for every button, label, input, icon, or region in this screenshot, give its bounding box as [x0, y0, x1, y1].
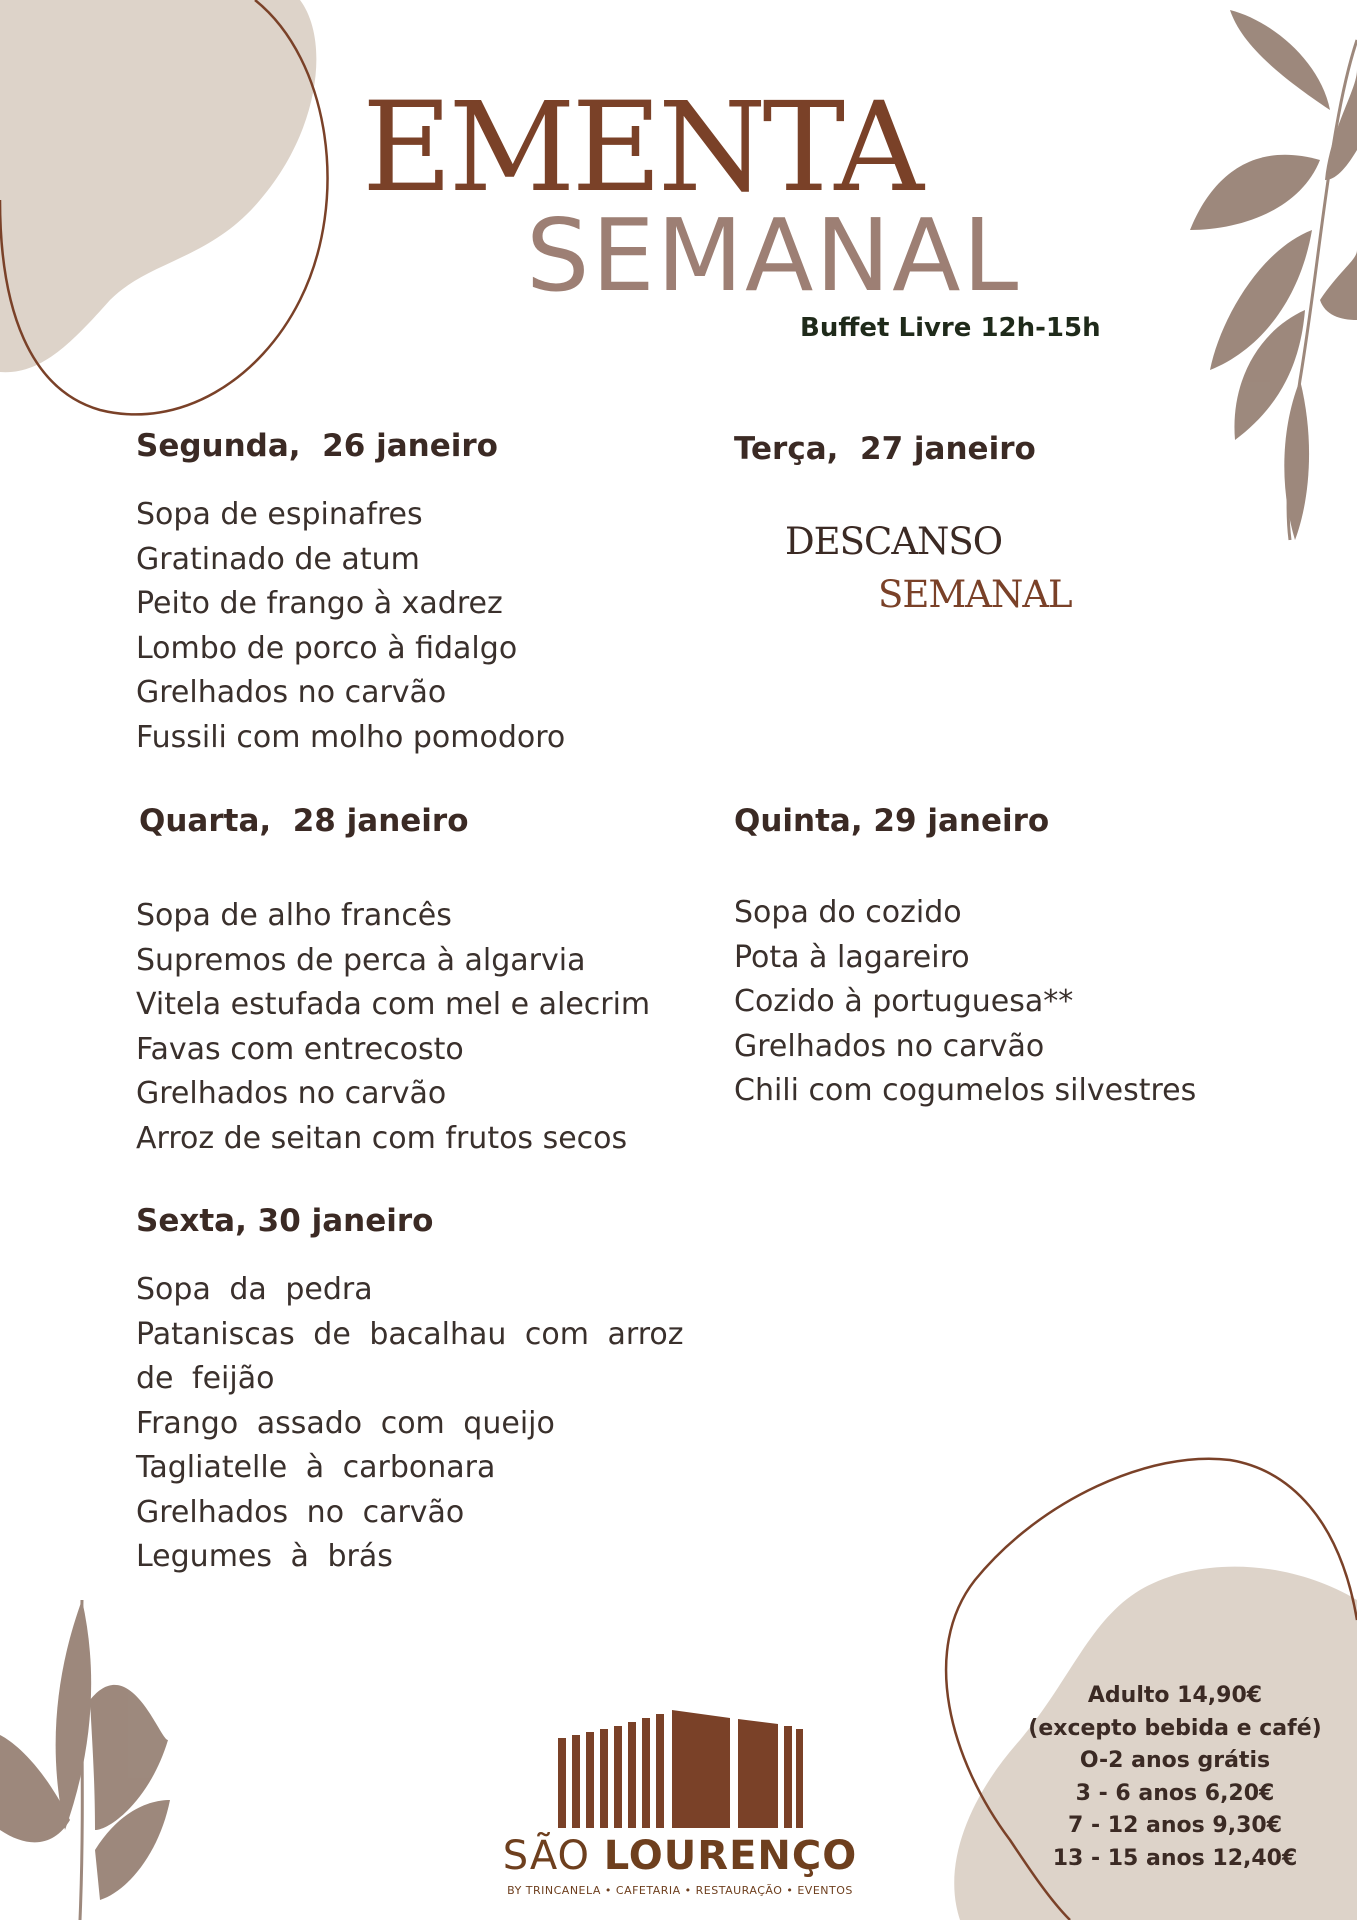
menu-list-monday — [136, 493, 565, 760]
menu-item: Lombo de porco à fidalgo — [136, 630, 518, 666]
top-left-blob — [0, 0, 316, 372]
price-item: 7 - 12 anos 9,30€ — [1068, 1813, 1282, 1838]
page-title-semanal: SEMANAL — [526, 197, 1021, 314]
menu-item: Frango assado com queijo — [136, 1405, 555, 1441]
menu-item: Chili com cogumelos silvestres — [734, 1073, 1197, 1108]
menu-item: Sopa de espinafres — [136, 497, 423, 532]
menu-list-thursday — [734, 891, 1196, 1114]
menu-item: Tagliatelle à carbonara — [136, 1450, 496, 1485]
logo-name-bold: LOURENÇO — [603, 1833, 858, 1879]
bottom-left-leaves — [0, 1600, 170, 1920]
weekly-rest-line1: DESCANSO — [785, 520, 1003, 563]
price-item: O-2 anos grátis — [1079, 1748, 1271, 1773]
price-item: 3 - 6 anos 6,20€ — [1075, 1780, 1275, 1806]
menu-item: Gratinado de atum — [136, 541, 420, 577]
page-title-ementa: EMENTA — [362, 76, 920, 220]
weekly-rest-line2: SEMANAL — [878, 573, 1072, 616]
menu-item: Grelhados no carvão — [136, 675, 447, 710]
buffet-hours: Buffet Livre 12h-15h — [800, 313, 1101, 343]
menu-item: Sopa do cozido — [734, 895, 962, 930]
price-item: 13 - 15 anos 12,40€ — [1052, 1845, 1298, 1871]
top-right-leaves — [1190, 10, 1357, 540]
menu-item: Vitela estufada com mel e alecrim — [136, 987, 651, 1022]
menu-item: Sopa da pedra — [136, 1272, 373, 1307]
menu-item: Grelhados no carvão — [136, 1494, 465, 1530]
menu-item: Sopa de alho francês — [136, 898, 452, 933]
menu-list-friday — [136, 1268, 726, 1580]
price-list — [1015, 1680, 1335, 1875]
logo-name-light: SÃO — [502, 1833, 604, 1879]
menu-item: Fussili com molho pomodoro — [136, 719, 566, 755]
menu-item: Favas com entrecosto — [136, 1031, 464, 1067]
day-heading-friday: Sexta, 30 janeiro — [136, 1203, 434, 1239]
menu-item: Supremos de perca à algarvia — [136, 942, 586, 978]
menu-item: Cozido à portuguesa** — [734, 984, 1074, 1019]
menu-item: Grelhados no carvão — [136, 1076, 447, 1111]
day-heading-wednesday: Quarta, 28 janeiro — [139, 803, 469, 839]
day-heading-thursday: Quinta, 29 janeiro — [734, 803, 1050, 839]
menu-item: Pota à lagareiro — [734, 939, 970, 975]
day-heading-tuesday: Terça, 27 janeiro — [734, 431, 1036, 467]
menu-list-wednesday — [136, 894, 650, 1161]
logo-building — [558, 1710, 803, 1828]
menu-item: Legumes à brás — [136, 1539, 393, 1574]
menu-item: Arroz de seitan com frutos secos — [136, 1120, 628, 1156]
menu-item: Pataniscas de bacalhau com arroz de feijão — [136, 1316, 684, 1396]
menu-item: Grelhados no carvão — [734, 1028, 1045, 1064]
menu-item: Peito de frango à xadrez — [136, 586, 503, 621]
logo-tagline: BY TRINCANELA • CAFETARIA • RESTAURAÇÃO • EVENTOS — [507, 1884, 853, 1897]
logo-wordmark — [430, 1833, 930, 1879]
price-item: Adulto 14,90€ — [1087, 1683, 1263, 1708]
day-heading-monday: Segunda, 26 janeiro — [136, 428, 498, 464]
price-item: (excepto bebida e café) — [1028, 1715, 1322, 1741]
